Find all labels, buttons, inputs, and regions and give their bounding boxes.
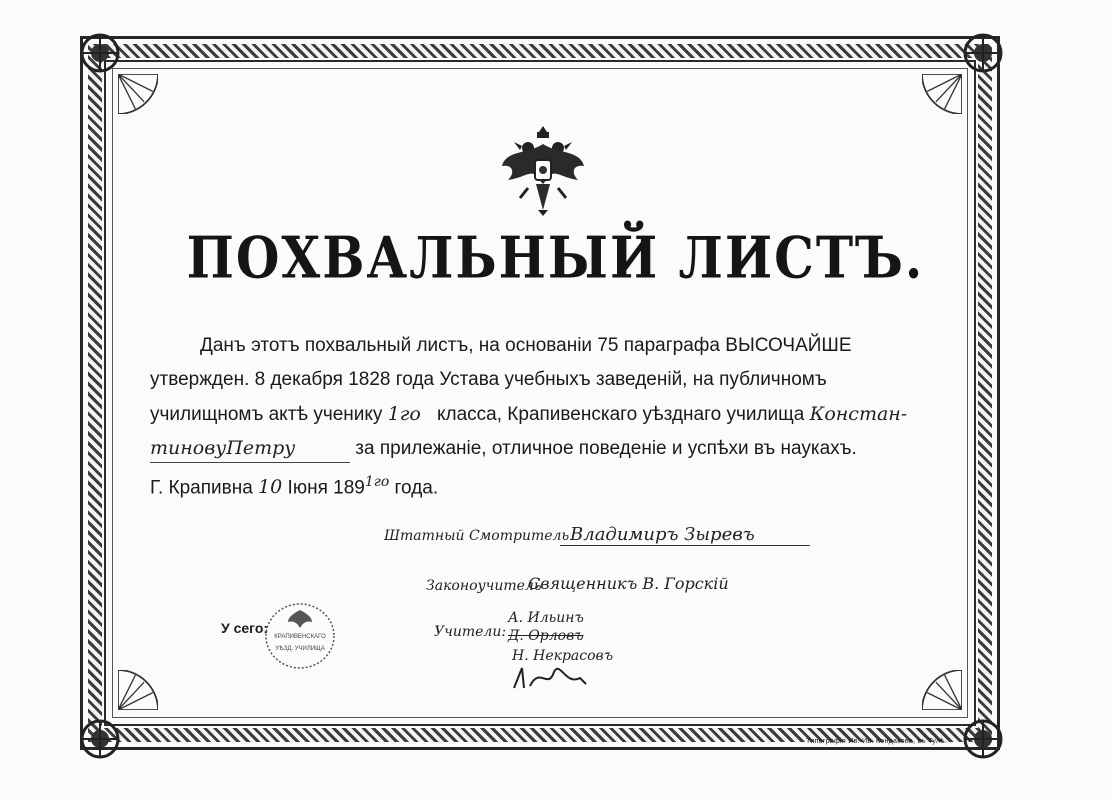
teacher-signature-4-scrawl: [510, 662, 590, 692]
body-line-3-text: училищномъ актѣ ученику: [150, 404, 383, 425]
body-line-5: [150, 468, 940, 502]
fan-ornament-icon: [118, 74, 158, 114]
supervisor-signature: Владимиръ Зыревъ: [570, 524, 755, 545]
fan-ornament-icon: [118, 670, 158, 710]
handwritten-name-part-1: Констан-: [809, 403, 908, 425]
signature-flourish: [560, 545, 810, 546]
corner-ornament-icon: [960, 716, 1006, 762]
double-headed-eagle-icon: [498, 124, 588, 218]
handwritten-day: 10: [258, 476, 283, 499]
issue-city: Г. Крапивна: [150, 477, 253, 499]
body-line-3: [150, 400, 940, 429]
corner-ornament-icon: [960, 30, 1006, 76]
corner-ornament-icon: [77, 716, 123, 762]
body-line-4-text: за прилежанiе, отличное поведенiе и успѣхи въ наукахъ.: [355, 438, 857, 459]
fan-ornament-icon: [922, 74, 962, 114]
teacher-signature-3: Н. Некрасовъ: [512, 648, 614, 664]
issue-end: года.: [394, 477, 439, 499]
catechist-signature: Священникъ В. Горскiй: [528, 574, 729, 593]
teacher-signature-1: А. Ильинъ: [508, 610, 584, 626]
seal-label: У сего:: [221, 620, 269, 636]
teacher-signature-2: Д. Орловъ: [508, 628, 584, 644]
teachers-label: Учители:: [434, 624, 507, 640]
body-line-3-school: класса, Крапивенскаго уѣзднаго училища: [437, 404, 805, 425]
school-seal: [262, 600, 338, 672]
issue-month-year: Iюня 189: [287, 477, 365, 499]
corner-ornament-icon: [77, 30, 123, 76]
fan-ornament-icon: [922, 670, 962, 710]
handwritten-class: 1го: [387, 403, 421, 425]
body-line-1: Данъ этотъ похвальный листъ, на основанiи 75 параграфа ВЫСОЧАЙШЕ: [200, 335, 852, 356]
handwritten-name-part-2: тиновуПетру: [150, 434, 350, 463]
printer-imprint: Типографiя Ив. Ив. Кондакова, въ Тулѣ.: [806, 738, 948, 745]
certificate-title: ПОХВАЛЬНЫЙ ЛИСТЪ.: [186, 223, 925, 292]
body-line-4: [150, 434, 940, 463]
supervisor-label: Штатный Смотритель: [384, 528, 570, 544]
catechist-label: Законоучитель: [426, 578, 542, 594]
handwritten-year: 1го: [364, 474, 390, 490]
body-line-2: утвержден. 8 декабря 1828 года Устава учебныхъ заведенiй, на публичномъ: [150, 369, 827, 390]
seal-text-bottom: УѢЗД. УЧИЛИЩА: [275, 646, 325, 652]
seal-text-top: КРАПИВЕНСКАГО: [274, 634, 326, 640]
